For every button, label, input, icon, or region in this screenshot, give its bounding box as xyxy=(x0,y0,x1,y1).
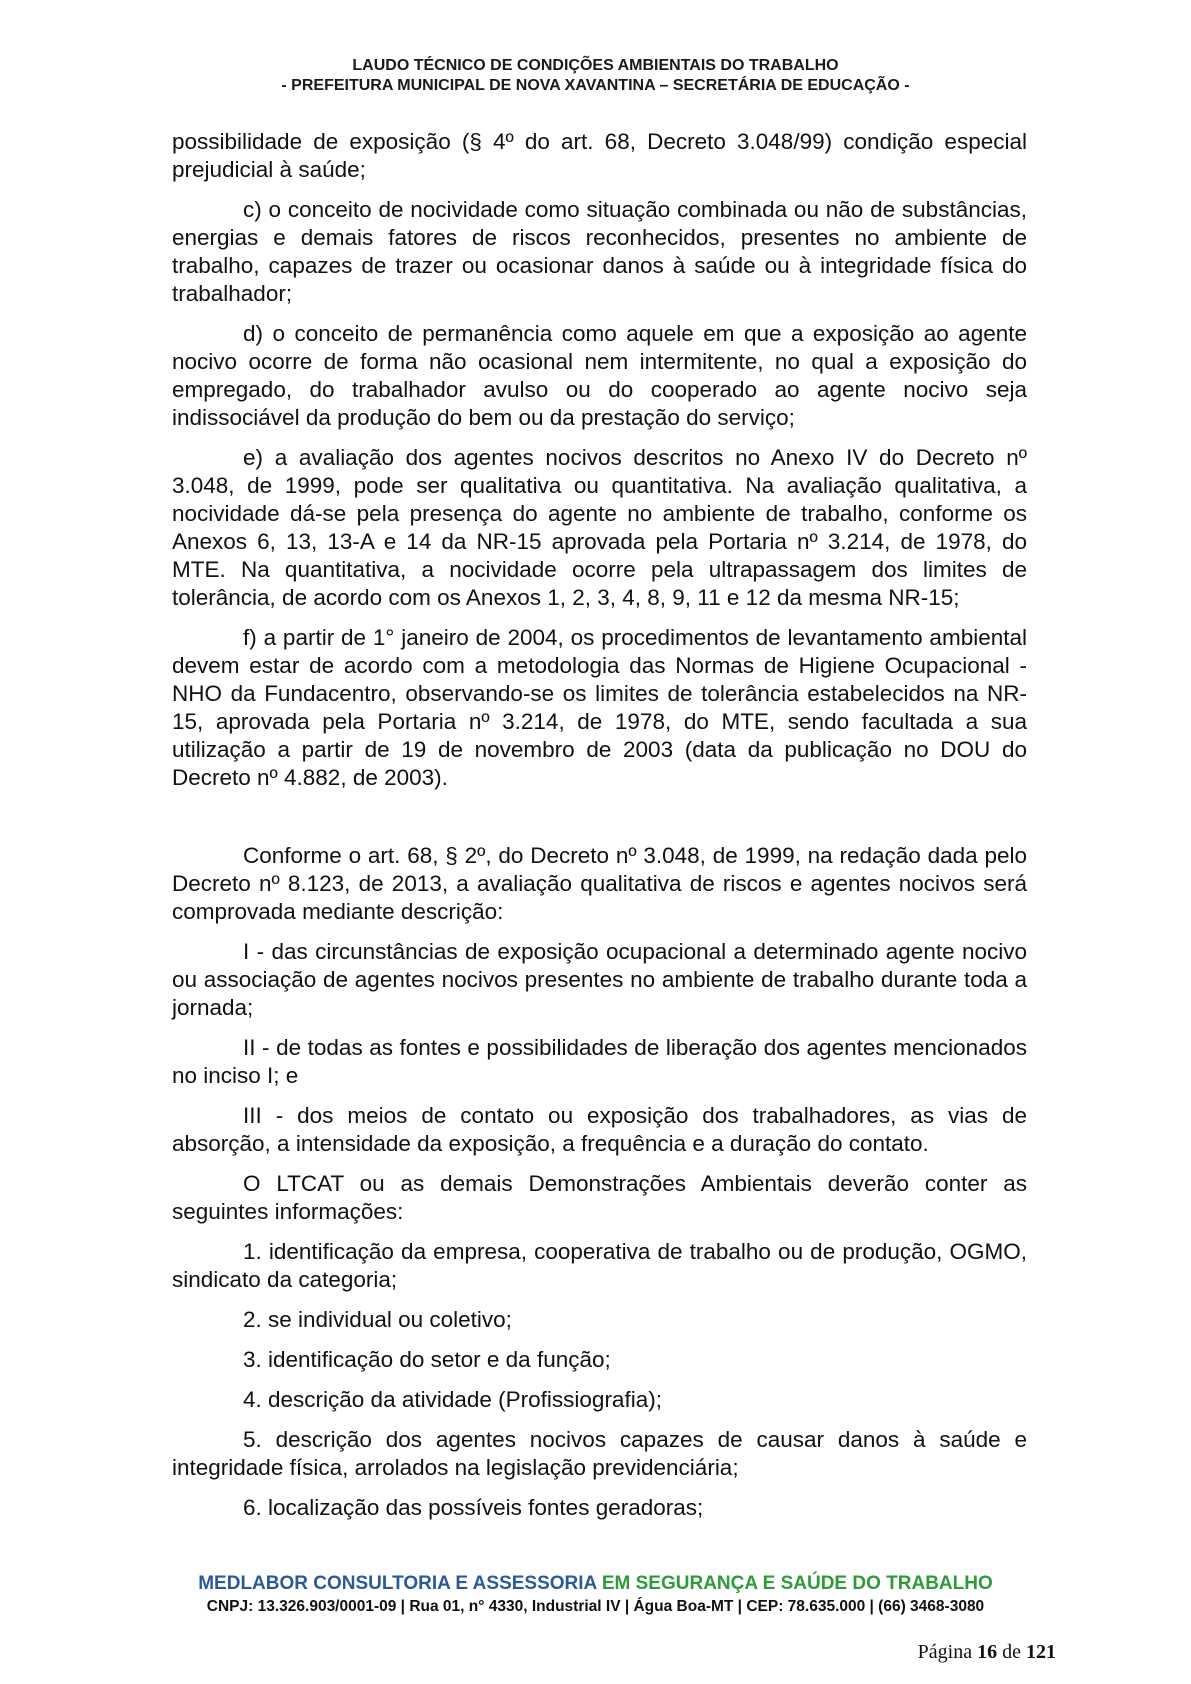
list-item: 2. se individual ou coletivo; xyxy=(243,1307,512,1332)
paragraph: O LTCAT ou as demais Demonstrações Ambientais deverão conter as seguintes informações: xyxy=(172,1171,1027,1224)
list-item: 1. identificação da empresa, cooperativa de trabalho ou de produção, OGMO, sindicato da categoria; xyxy=(172,1239,1027,1292)
paragraph: possibilidade de exposição (§ 4º do art. 68, Decreto 3.048/99) condição especial prejudicial à saúde; xyxy=(172,129,1027,182)
list-item: 4. descrição da atividade (Profissiografia); xyxy=(243,1387,662,1412)
footer-company-tagline: EM SEGURANÇA E SAÚDE DO TRABALHO xyxy=(601,1573,993,1594)
document-header xyxy=(0,56,1191,96)
paragraph: Conforme o art. 68, § 2º, do Decreto nº 3.048, de 1999, na redação dada pelo Decreto nº 8.123, de 2013, a avaliação qualitativa de riscos e agentes nocivos será comprovada mediante descrição: xyxy=(172,843,1027,924)
paragraph: III - dos meios de contato ou exposição dos trabalhadores, as vias de absorção, a intensidade da exposição, a frequência e a duração do contato. xyxy=(172,1103,1027,1156)
page-of: de xyxy=(1002,1641,1021,1663)
document-body xyxy=(172,128,1027,1534)
paragraph: c) o conceito de nocividade como situação combinada ou não de substâncias, energias e demais fatores de riscos reconhecidos, presentes no ambiente de trabalho, capazes de trazer ou ocasionar danos à saúde ou à integridade física do trabalhador; xyxy=(172,197,1027,306)
paragraph: II - de todas as fontes e possibilidades de liberação dos agentes mencionados no inciso I; e xyxy=(172,1035,1027,1088)
list-item: 3. identificação do setor e da função; xyxy=(243,1347,611,1372)
page-word: Página xyxy=(917,1641,973,1663)
header-title: LAUDO TÉCNICO DE CONDIÇÕES AMBIENTAIS DO TRABALHO xyxy=(352,57,839,74)
page-current: 16 xyxy=(977,1641,998,1663)
header-subtitle: - PREFEITURA MUNICIPAL DE NOVA XAVANTINA – SECRETÁRIA DE EDUCAÇÃO - xyxy=(281,77,910,94)
section-gap xyxy=(172,804,1027,842)
document-footer xyxy=(0,1572,1191,1618)
footer-contact-info: CNPJ: 13.326.903/0001-09 | Rua 01, n° 4330, Industrial IV | Água Boa-MT | CEP: 78.635.000 | (66) 3468-3080 xyxy=(206,1598,985,1615)
list-item: 5. descrição dos agentes nocivos capazes de causar danos à saúde e integridade física, arrolados na legislação previdenciária; xyxy=(172,1427,1027,1480)
list-item: 6. localização das possíveis fontes geradoras; xyxy=(243,1495,704,1520)
footer-company xyxy=(0,1572,1191,1596)
paragraph: d) o conceito de permanência como aquele em que a exposição ao agente nocivo ocorre de forma não ocasional nem intermitente, no qual a exposição do empregado, do trabalhador avulso ou do cooperado ao agente nocivo seja indissociável da produção do bem ou da prestação do serviço; xyxy=(172,321,1027,430)
paragraph: f) a partir de 1° janeiro de 2004, os procedimentos de levantamento ambiental devem estar de acordo com a metodologia das Normas de Higiene Ocupacional - NHO da Fundacentro, observando-se os limites de tolerância estabelecidos na NR-15, aprovada pela Portaria nº 3.214, de 1978, do MTE, sendo facultada a sua utilização a partir de 19 de novembro de 2003 (data da publicação no DOU do Decreto nº 4.882, de 2003). xyxy=(172,625,1027,790)
paragraph: I - das circunstâncias de exposição ocupacional a determinado agente nocivo ou associação de agentes nocivos presentes no ambiente de trabalho durante toda a jornada; xyxy=(172,939,1027,1020)
paragraph: e) a avaliação dos agentes nocivos descritos no Anexo IV do Decreto nº 3.048, de 1999, pode ser qualitativa ou quantitativa. Na avaliação qualitativa, a nocividade dá-se pela presença do agente no ambiente de trabalho, conforme os Anexos 6, 13, 13-A e 14 da NR-15 aprovada pela Portaria nº 3.214, de 1978, do MTE. Na quantitativa, a nocividade ocorre pela ultrapassagem dos limites de tolerância, de acordo com os Anexos 1, 2, 3, 4, 8, 9, 11 e 12 da mesma NR-15; xyxy=(172,445,1027,610)
footer-company-name: MEDLABOR CONSULTORIA E ASSESSORIA xyxy=(198,1573,597,1594)
page-total: 121 xyxy=(1026,1641,1056,1663)
page-number xyxy=(918,1641,1056,1664)
